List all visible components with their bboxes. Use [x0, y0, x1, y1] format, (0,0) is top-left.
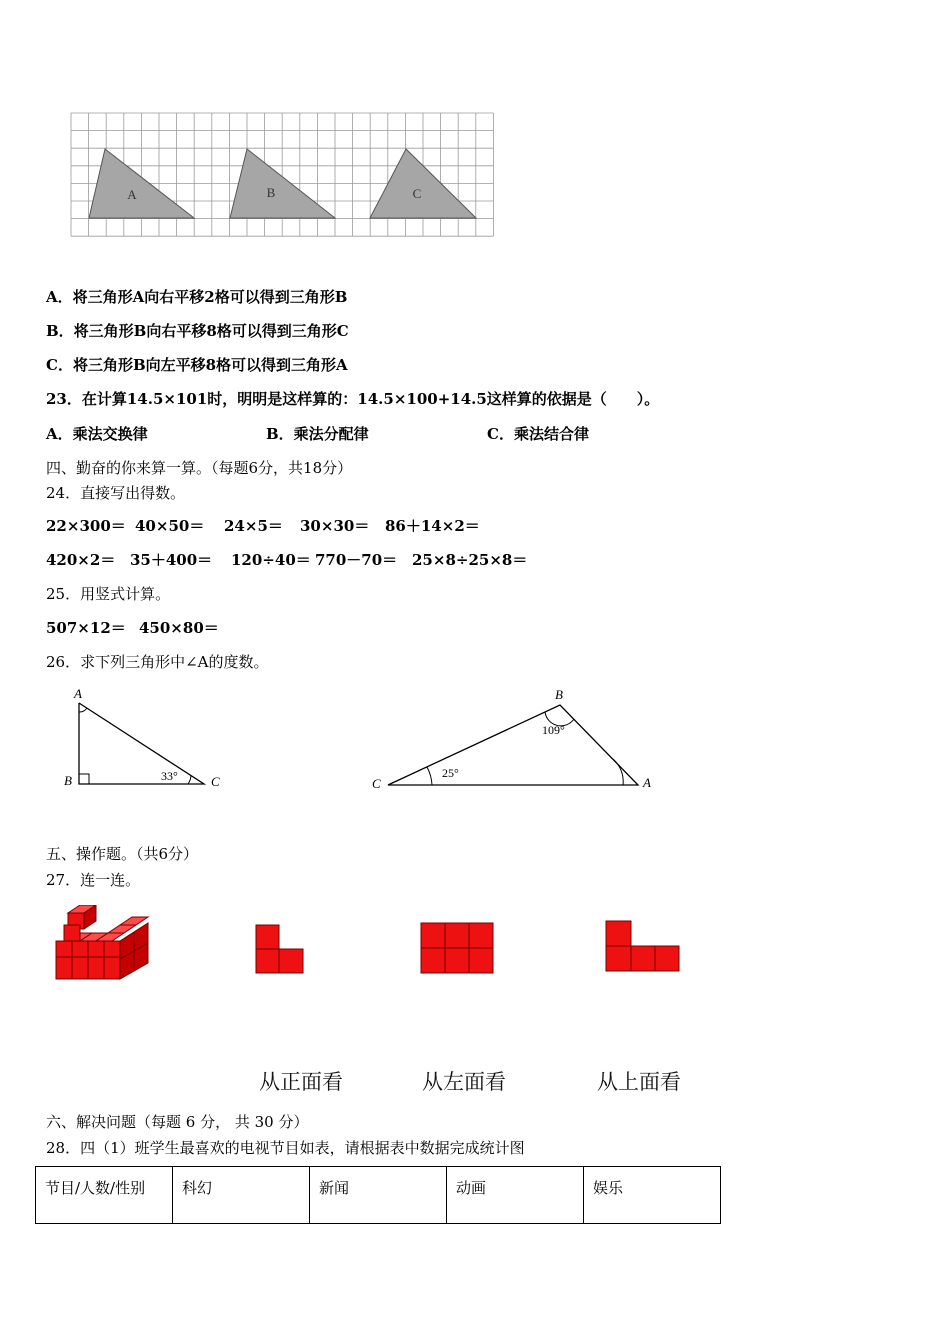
view-label-front: 从正面看 — [259, 1070, 343, 1094]
section-5-title: 五、操作题。（共6分） — [46, 845, 199, 863]
q22-option-c: C．将三角形B向左平移8格可以得到三角形A — [46, 356, 348, 374]
q24-item: 35＋400＝ — [130, 551, 213, 569]
obtuse-triangle-figure — [365, 682, 665, 797]
right-triangle-figure — [60, 684, 230, 794]
q24-item: 30×30＝ — [300, 517, 370, 535]
triangle-b-label: B — [266, 185, 276, 200]
angle-c-label: 25° — [442, 766, 459, 780]
q24-item: 22×300＝ — [46, 517, 126, 535]
q24-item: 120÷40＝ — [231, 551, 311, 569]
q25-item: 507×12＝ — [46, 619, 126, 637]
table-header-cell: 新闻 — [310, 1167, 447, 1224]
q24-item: 25×8÷25×8＝ — [412, 551, 528, 569]
table-header-row — [36, 1167, 721, 1224]
vertex-a-label: A — [74, 686, 82, 701]
triangle-c-label: C — [412, 186, 422, 201]
q27-stem: 27．连一连。 — [46, 871, 141, 889]
vertex-a-label: A — [643, 775, 651, 790]
q23-stem: 23．在计算14.5×101时，明明是这样算的：14.5×100+14.5这样算的依据是（ ）。 — [46, 390, 660, 408]
angle-b-label: 109° — [542, 723, 565, 737]
q25-item: 450×80＝ — [139, 619, 219, 637]
vertex-c-label: C — [372, 776, 381, 791]
cube-stack-figure — [50, 905, 156, 987]
triangle-a-label: A — [127, 187, 137, 202]
vertex-b-label: B — [555, 687, 563, 702]
view-label-top: 从上面看 — [597, 1070, 681, 1094]
vertex-b-label: B — [64, 773, 72, 788]
section-6-title: 六、解决问题（每题 6 分， 共 30 分） — [46, 1113, 309, 1131]
table-header-cell: 娱乐 — [584, 1167, 721, 1224]
section-4-title: 四、勤奋的你来算一算。（每题6分，共18分） — [46, 459, 353, 477]
q24-item: 24×5＝ — [224, 517, 283, 535]
view-label-left: 从左面看 — [422, 1070, 506, 1094]
translation-grid-figure — [70, 112, 496, 239]
q25-stem: 25．用竖式计算。 — [46, 585, 171, 603]
q23-option-b: B．乘法分配律 — [266, 425, 369, 443]
table-header-cell: 节目/人数/性别 — [36, 1167, 173, 1224]
q26-stem: 26．求下列三角形中∠A的度数。 — [46, 653, 269, 671]
q23-option-a: A．乘法交换律 — [46, 425, 148, 443]
table-header-cell: 科幻 — [173, 1167, 310, 1224]
view-rectangle-block — [420, 922, 494, 974]
view-l-shape-small — [255, 924, 305, 974]
view-l-shape-long — [605, 920, 681, 972]
q24-item: 770－70＝ — [315, 551, 398, 569]
table-header-cell: 动画 — [447, 1167, 584, 1224]
q24-item: 40×50＝ — [135, 517, 205, 535]
vertex-c-label: C — [211, 774, 220, 789]
q22-option-b: B．将三角形B向右平移8格可以得到三角形C — [46, 322, 349, 340]
angle-c-label: 33° — [161, 769, 178, 783]
q23-option-c: C．乘法结合律 — [487, 425, 589, 443]
tv-program-table — [35, 1166, 721, 1224]
q24-stem: 24．直接写出得数。 — [46, 484, 186, 502]
q28-stem: 28．四（1）班学生最喜欢的电视节目如表，请根据表中数据完成统计图 — [46, 1139, 525, 1157]
q24-item: 86＋14×2＝ — [385, 517, 480, 535]
q22-option-a: A．将三角形A向右平移2格可以得到三角形B — [46, 288, 348, 306]
q24-item: 420×2＝ — [46, 551, 116, 569]
